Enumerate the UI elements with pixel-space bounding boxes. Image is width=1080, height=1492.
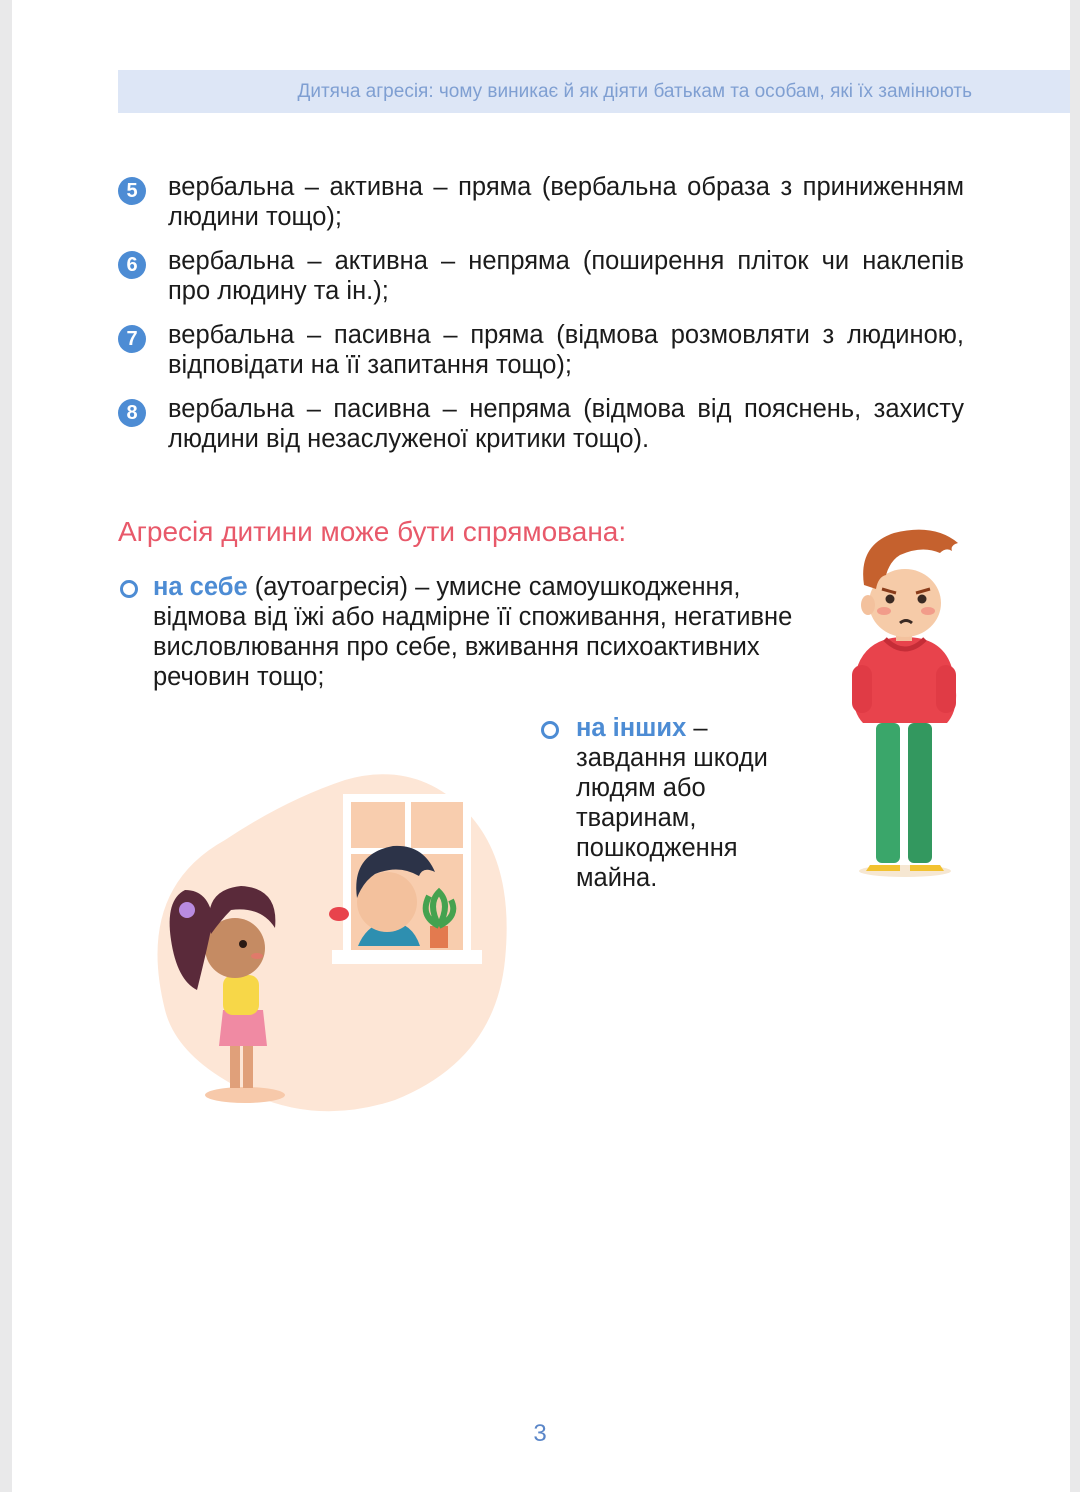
section-heading: Агресія дитини може бути спрямована: (118, 516, 627, 547)
number-badge: 5 (118, 177, 146, 205)
list-item (118, 172, 964, 232)
others-aggression-paragraph (576, 713, 791, 893)
page-number: 3 (533, 1420, 547, 1447)
list-item (118, 394, 964, 454)
others-keyword: на інших (576, 714, 687, 742)
sad-boy-illustration (830, 515, 980, 880)
bullet-icon (541, 721, 559, 739)
list-item-text: вербальна – пасивна – непряма (відмова від пояснень, захисту людини від незаслуженої критики тощо). (168, 395, 964, 453)
girl-window-illustration (125, 770, 515, 1115)
numbered-list (118, 172, 964, 468)
list-item-text: вербальна – пасивна – пряма (відмова розмовляти з людиною, відповідати на її запитання тощо); (168, 321, 964, 379)
number-badge: 6 (118, 251, 146, 279)
list-item-text: вербальна – активна – непряма (поширення пліток чи наклепів про людину та ін.); (168, 247, 964, 305)
header-title: Дитяча агресія: чому виникає й як діяти батькам та особам, які їх замінюють (297, 81, 972, 102)
list-item-text: вербальна – активна – пряма (вербальна образа з приниженням людини тощо); (168, 173, 964, 231)
self-description: (аутоагресія) – умисне самоушкодження, відмова від їжі або надмірне її споживання, негативне висловлювання про себе, вживання психоактивних речовин тощо; (153, 573, 793, 691)
others-description: – завдання шкоди людям або тваринам, пошкодження майна. (576, 714, 768, 892)
list-item (118, 246, 964, 306)
bullet-icon (120, 580, 138, 598)
number-badge: 8 (118, 399, 146, 427)
list-item (118, 320, 964, 380)
self-keyword: на себе (153, 573, 248, 601)
self-aggression-paragraph (153, 572, 793, 692)
number-badge: 7 (118, 325, 146, 353)
